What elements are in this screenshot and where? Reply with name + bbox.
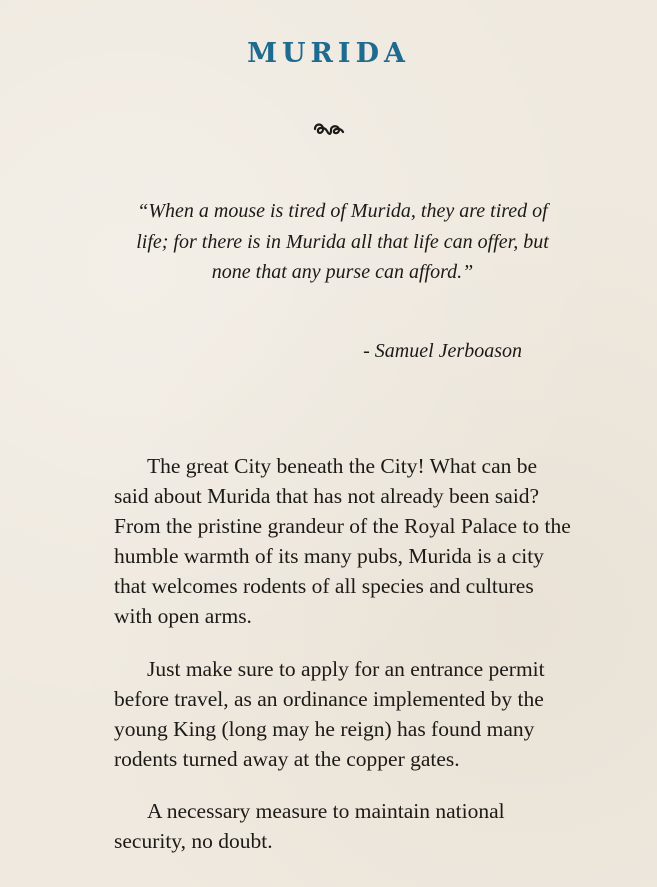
epigraph-quote: “When a mouse is tired of Murida, they are tired of life; for there is in Murida all that life can offer, but none that any purse can afford.”: [136, 200, 549, 283]
body-paragraph-2: [114, 654, 576, 774]
flourish-icon: [312, 120, 346, 140]
paragraph-text: Just make sure to apply for an entrance permit before travel, as an ordinance implemented by the young King (long may he reign) has found many rodents turned away at the copper gates.: [114, 657, 545, 771]
paragraph-text: A necessary measure to maintain national security, no doubt.: [114, 799, 505, 853]
page-title: MURIDA: [247, 38, 410, 69]
flourish-ornament-icon: [0, 120, 657, 145]
body-paragraph-1: [114, 451, 576, 631]
body-paragraph-3: [114, 796, 576, 856]
epigraph-attribution: - Samuel Jerboason: [363, 340, 522, 362]
paragraph-text: The great City beneath the City! What can be said about Murida that has not already been said? From the pristine grandeur of the Royal Palace to the humble warmth of its many pubs, Murida is a city that welcomes rodents of all species and cultures with open arms.: [114, 454, 571, 628]
